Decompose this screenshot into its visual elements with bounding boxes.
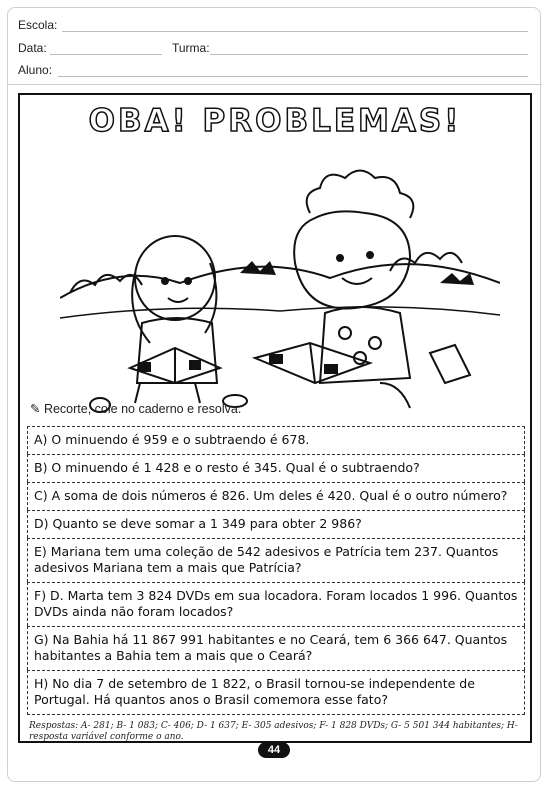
student-line (58, 76, 528, 77)
pencil-icon: ✎ (30, 402, 44, 416)
problem-list (27, 426, 525, 715)
problem-f: F) D. Marta tem 3 824 DVDs em sua locadora. Foram locados 1 996. Quantos DVDs ainda não foram locados? (27, 582, 525, 626)
answer-key: Respostas: A- 281; B- 1 083; C- 406; D- 1 637; E- 305 adesivos; F- 1 828 DVDs; G- 5 501 344 habitantes; H- resposta variável conforme o ano. (29, 721, 518, 742)
problem-a: A) O minuendo é 959 e o subtraendo é 678. (27, 426, 525, 454)
problem-c: C) A soma de dois números é 826. Um deles é 420. Qual é o outro número? (27, 482, 525, 510)
page-number-badge: 44 (258, 742, 290, 758)
problem-b: B) O minuendo é 1 428 e o resto é 345. Qual é o subtraendo? (27, 454, 525, 482)
class-label: Turma: (172, 41, 210, 55)
date-label: Data: (18, 41, 47, 55)
problem-d: D) Quanto se deve somar a 1 349 para obter 2 986? (27, 510, 525, 538)
class-line (210, 54, 528, 55)
instruction-text (30, 401, 241, 416)
header-divider (8, 84, 542, 85)
problem-g: G) Na Bahia há 11 867 991 habitantes e no Ceará, tem 6 366 647. Quantos habitantes a Bahia tem a mais que o Ceará? (27, 626, 525, 670)
instruction-label: Recorte, cole no caderno e resolva. (43, 402, 242, 416)
children-reading-illustration (60, 143, 500, 413)
school-label: Escola: (18, 18, 58, 32)
worksheet-title: OBA! PROBLEMAS! (88, 103, 462, 139)
date-line (50, 54, 162, 55)
student-label: Aluno: (18, 63, 53, 77)
worksheet-sheet (18, 93, 532, 743)
school-line (62, 31, 528, 32)
problem-e: E) Mariana tem uma coleção de 542 adesivos e Patrícia tem 237. Quantos adesivos Mariana tem a mais que Patrícia? (27, 538, 525, 582)
problem-h: H) No dia 7 de setembro de 1 822, o Brasil tornou-se independente de Portugal. Há quantos anos o Brasil comemora esse fato? (27, 670, 525, 715)
